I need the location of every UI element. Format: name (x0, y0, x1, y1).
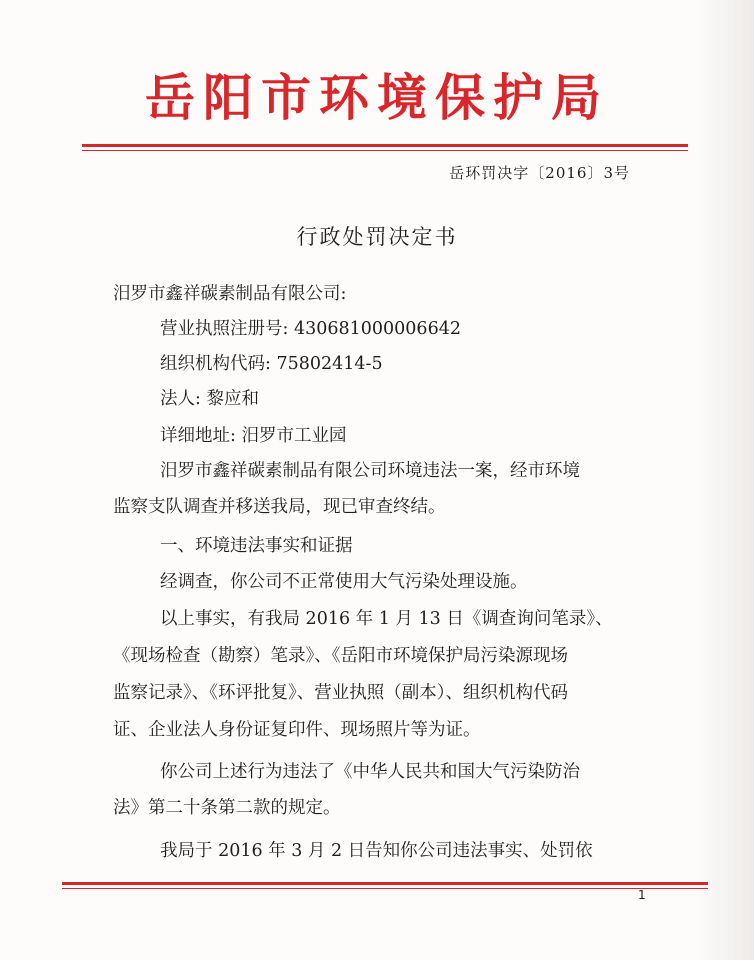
addressee-line: 汨罗市鑫祥碳素制品有限公司: (113, 284, 347, 304)
paragraph-line: 以上事实，有我局 2016 年 1 月 13 日《调查询问笔录》、 (160, 609, 613, 629)
paper-shade (694, 0, 754, 960)
footer-divider-thin (62, 888, 708, 889)
paragraph-line: 经调查，你公司不正常使用大气污染处理设施。 (160, 572, 528, 592)
paragraph-line: 你公司上述行为违法了《中华人民共和国大气污染防治 (160, 762, 580, 782)
org-code-line: 组织机构代码: 75802414-5 (160, 354, 383, 374)
paragraph-line: 汨罗市鑫祥碳素制品有限公司环境违法一案，经市环境 (160, 461, 580, 481)
org-letterhead: 岳阳市环境保护局 (145, 69, 609, 127)
business-license-line: 营业执照注册号: 430681000006642 (160, 319, 461, 339)
page-number: 1 (638, 888, 646, 902)
paragraph-line: 证、企业法人身份证复印件、现场照片等为证。 (113, 720, 481, 740)
paragraph-line: 《现场检查（勘察）笔录》、《岳阳市环境保护局污染源现场 (113, 646, 568, 666)
letterhead-divider-thin (82, 150, 688, 151)
footer-divider-thick (62, 882, 708, 885)
document-number: 岳环罚决字〔2016〕3号 (449, 164, 630, 182)
document-title: 行政处罚决定书 (296, 225, 458, 249)
legal-person-line: 法人: 黎应和 (160, 389, 259, 409)
address-line: 详细地址: 汨罗市工业园 (160, 426, 347, 446)
section-heading: 一、环境违法事实和证据 (160, 536, 353, 556)
paragraph-line: 监察支队调查并移送我局，现已审查终结。 (113, 497, 446, 517)
paragraph-line: 我局于 2016 年 3 月 2 日告知你公司违法事实、处罚依 (160, 841, 593, 861)
paragraph-line: 法》第二十条第二款的规定。 (113, 798, 341, 818)
paragraph-line: 监察记录》、《环评批复》、营业执照（副本）、组织机构代码 (113, 683, 568, 703)
letterhead-divider-thick (82, 144, 688, 147)
